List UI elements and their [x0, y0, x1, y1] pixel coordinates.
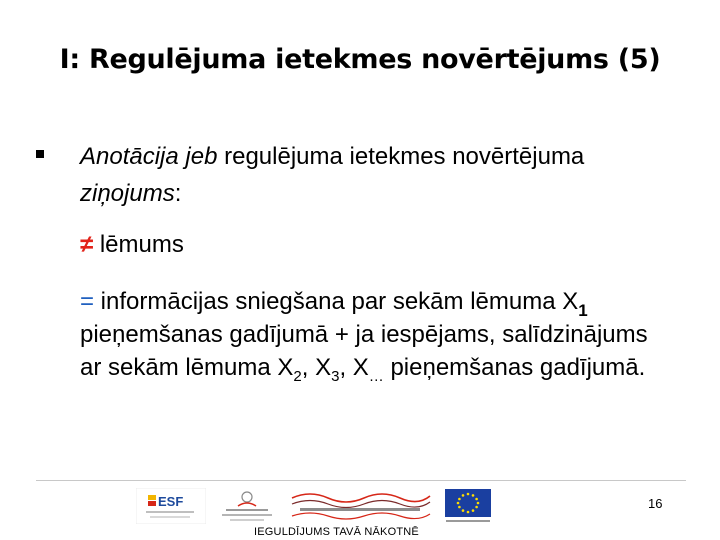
neq-text: lēmums: [93, 231, 184, 258]
eq-text-3a: ar sekām lēmuma X: [80, 354, 294, 381]
eq-line-3: [80, 351, 700, 393]
eq-line-2: pieņemšanas gadījumā + ja iespējams, salīdzinājums: [80, 321, 648, 348]
not-equal-symbol: ≠: [80, 231, 94, 258]
slide-title: I: Regulējuma ietekmes novērtējums (5): [59, 44, 661, 75]
italic-term-anotacija: Anotācija jeb: [80, 143, 218, 170]
page-number: 16: [648, 496, 663, 511]
eq-text-3b: , X: [301, 354, 332, 381]
eq-text-3d: pieņemšanas gadījumā.: [383, 354, 646, 381]
esf-logo: [136, 488, 206, 524]
eq-text-3c: , X: [339, 354, 369, 381]
equal-symbol: =: [80, 288, 95, 315]
eq-text-1: informācijas sniegšana par sekām lēmuma X: [94, 288, 579, 315]
subscript-3: 3: [331, 368, 340, 385]
subscript-1: 1: [578, 301, 588, 320]
neq-line: [80, 228, 700, 261]
subscript-2: 2: [293, 368, 302, 385]
footer-divider: [36, 480, 686, 481]
bullet-colon: :: [174, 180, 182, 207]
eu-flag-logo: [444, 488, 492, 524]
esf-logo-text: ESF: [158, 494, 184, 509]
bullet-square-icon: [36, 150, 44, 158]
subscript-ellipsis: …: [368, 368, 384, 385]
italic-term-zinojums: ziņojums: [80, 180, 175, 207]
integration-fund-logo: [290, 488, 432, 524]
bullet-text: [80, 138, 690, 212]
bullet-body: regulējuma ietekmes novērtējuma: [217, 143, 585, 170]
footer-slogan: IEGULDĪJUMS TAVĀ NĀKOTNĒ: [254, 526, 419, 538]
ministry-emblem-logo: [212, 488, 282, 524]
